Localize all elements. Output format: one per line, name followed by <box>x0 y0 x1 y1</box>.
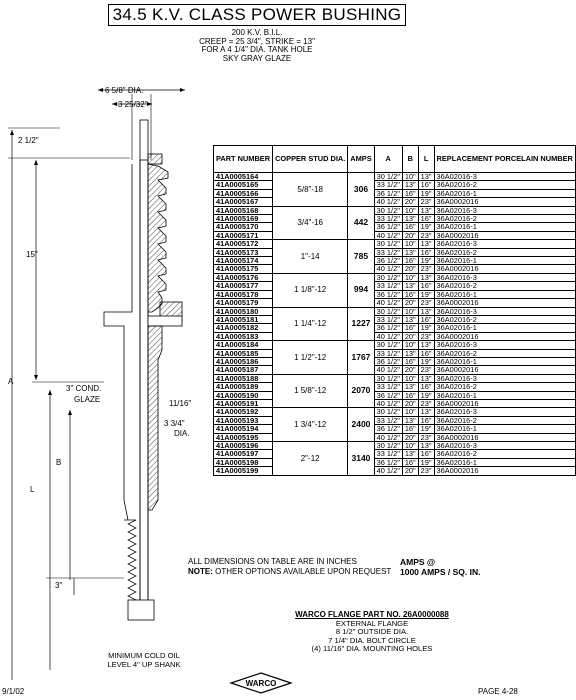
col-part-number: PART NUMBER <box>214 146 273 173</box>
cell-part-number: 41A0005166 <box>214 189 273 197</box>
footer-page: PAGE 4-28 <box>478 687 518 696</box>
cell-a: 36 1/2" <box>374 425 402 433</box>
dim-3-inch: 3" <box>55 581 63 590</box>
cell-part-number: 41A0005172 <box>214 240 273 248</box>
footer-date: 9/1/02 <box>2 687 25 696</box>
cell-a: 30 1/2" <box>374 273 402 281</box>
cell-l: 13" <box>418 173 434 181</box>
cell-a: 40 1/2" <box>374 231 402 239</box>
cell-stud-dia: 1 5/8"-12 <box>273 374 348 408</box>
cell-l: 16" <box>418 282 434 290</box>
cell-b: 10" <box>402 374 418 382</box>
dim-outside-dia: 6 5/8" DIA. <box>105 86 144 95</box>
cell-a: 33 1/2" <box>374 248 402 256</box>
cell-part-number: 41A0005196 <box>214 442 273 450</box>
cell-a: 36 1/2" <box>374 324 402 332</box>
cell-a: 40 1/2" <box>374 332 402 340</box>
cell-replacement: 36A02016-1 <box>434 324 575 332</box>
cell-l: 13" <box>418 442 434 450</box>
cell-a: 36 1/2" <box>374 189 402 197</box>
cell-b: 10" <box>402 240 418 248</box>
cell-part-number: 41A0005199 <box>214 467 273 475</box>
cell-b: 20" <box>402 265 418 273</box>
cell-a: 33 1/2" <box>374 450 402 458</box>
cell-amps: 1227 <box>348 307 374 341</box>
spec-creep: CREEP = 25 3/4", STRIKE = 13" <box>199 36 315 46</box>
cell-part-number: 41A0005178 <box>214 290 273 298</box>
cell-a: 36 1/2" <box>374 357 402 365</box>
col-copper-stud: COPPER STUD DIA. <box>273 146 348 173</box>
table-row <box>214 366 576 374</box>
cell-a: 40 1/2" <box>374 265 402 273</box>
table-row <box>214 383 576 391</box>
cell-part-number: 41A0005177 <box>214 282 273 290</box>
cell-b: 16" <box>402 458 418 466</box>
col-a: A <box>374 146 402 173</box>
cell-l: 16" <box>418 450 434 458</box>
cell-b: 13" <box>402 383 418 391</box>
label-b: B <box>56 458 62 467</box>
cell-a: 33 1/2" <box>374 349 402 357</box>
cell-b: 20" <box>402 399 418 407</box>
cell-b: 20" <box>402 433 418 441</box>
cell-a: 30 1/2" <box>374 341 402 349</box>
page-title: 34.5 K.V. CLASS POWER BUSHING <box>108 4 406 26</box>
cell-l: 23" <box>418 299 434 307</box>
cell-b: 16" <box>402 357 418 365</box>
cell-a: 30 1/2" <box>374 442 402 450</box>
cell-part-number: 41A0005170 <box>214 223 273 231</box>
cell-replacement: 36A0002016 <box>434 231 575 239</box>
col-replacement: REPLACEMENT PORCELAIN NUMBER <box>434 146 575 173</box>
cell-amps: 3140 <box>348 442 374 476</box>
cell-replacement: 36A02016-3 <box>434 173 575 181</box>
cell-b: 16" <box>402 324 418 332</box>
cell-a: 36 1/2" <box>374 290 402 298</box>
cell-stud-dia: 3/4"-16 <box>273 206 348 240</box>
cell-replacement: 36A0002016 <box>434 265 575 273</box>
note-label: NOTE: <box>188 567 213 576</box>
cell-part-number: 41A0005171 <box>214 231 273 239</box>
cell-l: 23" <box>418 433 434 441</box>
cell-part-number: 41A0005188 <box>214 374 273 382</box>
cell-part-number: 41A0005175 <box>214 265 273 273</box>
cell-stud-dia: 5/8"-18 <box>273 173 348 207</box>
cell-replacement: 36A02016-3 <box>434 408 575 416</box>
table-row <box>214 425 576 433</box>
cell-a: 40 1/2" <box>374 433 402 441</box>
cell-a: 30 1/2" <box>374 206 402 214</box>
amps-note <box>400 557 480 577</box>
flange-line: EXTERNAL FLANGE <box>335 618 409 628</box>
cond-glaze-line2: GLAZE <box>74 395 101 404</box>
table-row <box>214 240 576 248</box>
cell-stud-dia: 1"-14 <box>273 240 348 274</box>
cell-a: 33 1/2" <box>374 215 402 223</box>
cell-replacement: 36A02016-2 <box>434 416 575 424</box>
dim-15-inch: 15" <box>26 250 38 259</box>
cell-part-number: 41A0005185 <box>214 349 273 357</box>
cell-part-number: 41A0005173 <box>214 248 273 256</box>
label-l: L <box>30 485 35 494</box>
col-l: L <box>418 146 434 173</box>
cell-part-number: 41A0005184 <box>214 341 273 349</box>
logo-text: WARCO <box>245 679 277 688</box>
cell-a: 36 1/2" <box>374 223 402 231</box>
table-row <box>214 467 576 475</box>
cell-b: 20" <box>402 332 418 340</box>
cell-l: 16" <box>418 248 434 256</box>
cell-l: 16" <box>418 416 434 424</box>
dim-cap-width: 3 25/32" <box>118 100 148 109</box>
cell-b: 10" <box>402 341 418 349</box>
cell-part-number: 41A0005192 <box>214 408 273 416</box>
note-text: OTHER OPTIONS AVAILABLE UPON REQUEST <box>215 567 392 576</box>
cell-b: 10" <box>402 442 418 450</box>
cell-part-number: 41A0005190 <box>214 391 273 399</box>
cell-replacement: 36A02016-1 <box>434 290 575 298</box>
cell-l: 13" <box>418 408 434 416</box>
dim-top-length: 2 1/2" <box>18 136 39 145</box>
cell-part-number: 41A0005165 <box>214 181 273 189</box>
cell-a: 33 1/2" <box>374 383 402 391</box>
cell-replacement: 36A02016-2 <box>434 315 575 323</box>
cell-b: 16" <box>402 189 418 197</box>
cell-a: 40 1/2" <box>374 366 402 374</box>
cell-l: 16" <box>418 315 434 323</box>
cell-amps: 306 <box>348 173 374 207</box>
cell-replacement: 36A0002016 <box>434 399 575 407</box>
cell-l: 13" <box>418 374 434 382</box>
cell-a: 36 1/2" <box>374 458 402 466</box>
cell-replacement: 36A02016-2 <box>434 282 575 290</box>
cell-replacement: 36A02016-2 <box>434 248 575 256</box>
cell-a: 33 1/2" <box>374 181 402 189</box>
flange-line: 7 1/4" DIA. BOLT CIRCLE <box>328 635 416 645</box>
cell-l: 19" <box>418 189 434 197</box>
cell-b: 20" <box>402 366 418 374</box>
spec-glaze: SKY GRAY GLAZE <box>222 53 292 63</box>
cell-part-number: 41A0005187 <box>214 366 273 374</box>
min-oil-note <box>84 652 204 669</box>
cell-part-number: 41A0005191 <box>214 399 273 407</box>
cell-amps: 2070 <box>348 374 374 408</box>
cell-b: 10" <box>402 206 418 214</box>
cell-replacement: 36A0002016 <box>434 332 575 340</box>
cell-replacement: 36A0002016 <box>434 299 575 307</box>
cell-b: 13" <box>402 282 418 290</box>
cell-a: 30 1/2" <box>374 408 402 416</box>
cell-l: 13" <box>418 307 434 315</box>
cell-l: 23" <box>418 366 434 374</box>
cell-l: 23" <box>418 332 434 340</box>
cell-b: 16" <box>402 257 418 265</box>
cell-replacement: 36A02016-1 <box>434 425 575 433</box>
cell-l: 23" <box>418 399 434 407</box>
cell-part-number: 41A0005180 <box>214 307 273 315</box>
cell-stud-dia: 1 1/4"-12 <box>273 307 348 341</box>
cell-l: 23" <box>418 265 434 273</box>
cell-part-number: 41A0005176 <box>214 273 273 281</box>
cell-replacement: 36A02016-2 <box>434 215 575 223</box>
cell-l: 19" <box>418 223 434 231</box>
spec-bil: 200 K.V. B.I.L. <box>231 28 283 37</box>
bushing-drawing <box>0 80 200 680</box>
cell-b: 10" <box>402 273 418 281</box>
cell-replacement: 36A02016-3 <box>434 273 575 281</box>
cell-part-number: 41A0005197 <box>214 450 273 458</box>
cell-replacement: 36A02016-3 <box>434 206 575 214</box>
flange-info <box>262 611 482 654</box>
cell-replacement: 36A02016-2 <box>434 349 575 357</box>
cell-replacement: 36A02016-2 <box>434 181 575 189</box>
cell-b: 13" <box>402 181 418 189</box>
dim-3-3-4-dia: DIA. <box>174 429 190 438</box>
table-row <box>214 324 576 332</box>
cell-part-number: 41A0005189 <box>214 383 273 391</box>
cell-part-number: 41A0005179 <box>214 299 273 307</box>
cell-replacement: 36A02016-1 <box>434 458 575 466</box>
notes-options <box>188 567 391 577</box>
cell-b: 13" <box>402 215 418 223</box>
cell-stud-dia: 1 1/8"-12 <box>273 273 348 307</box>
cell-l: 16" <box>418 349 434 357</box>
amps-rating: 1000 AMPS / SQ. IN. <box>400 567 481 577</box>
cell-l: 19" <box>418 290 434 298</box>
cell-a: 33 1/2" <box>374 315 402 323</box>
spec-block <box>108 29 406 63</box>
dim-hole: 11/16" <box>169 399 192 408</box>
cell-replacement: 36A0002016 <box>434 366 575 374</box>
cell-a: 40 1/2" <box>374 399 402 407</box>
min-oil-line: LEVEL 4" UP SHANK <box>107 659 181 669</box>
cell-part-number: 41A0005169 <box>214 215 273 223</box>
cell-b: 13" <box>402 416 418 424</box>
flange-title: WARCO FLANGE PART NO. 26A0000088 <box>295 610 449 619</box>
spec-tank-hole: FOR A 4 1/4" DIA. TANK HOLE <box>201 45 313 54</box>
cell-a: 33 1/2" <box>374 282 402 290</box>
cell-replacement: 36A02016-1 <box>434 223 575 231</box>
cell-b: 10" <box>402 408 418 416</box>
cell-replacement: 36A0002016 <box>434 198 575 206</box>
cell-a: 30 1/2" <box>374 307 402 315</box>
dim-3-3-4: 3 3/4" <box>164 419 185 428</box>
col-b: B <box>402 146 418 173</box>
cell-replacement: 36A02016-3 <box>434 341 575 349</box>
cell-l: 23" <box>418 198 434 206</box>
cell-l: 16" <box>418 215 434 223</box>
cell-b: 20" <box>402 231 418 239</box>
cell-amps: 442 <box>348 206 374 240</box>
cell-part-number: 41A0005181 <box>214 315 273 323</box>
cell-part-number: 41A0005164 <box>214 173 273 181</box>
cell-replacement: 36A0002016 <box>434 467 575 475</box>
cell-l: 19" <box>418 324 434 332</box>
cell-a: 40 1/2" <box>374 198 402 206</box>
cell-b: 10" <box>402 307 418 315</box>
cell-stud-dia: 1 3/4"-12 <box>273 408 348 442</box>
cell-replacement: 36A02016-3 <box>434 307 575 315</box>
cell-b: 13" <box>402 349 418 357</box>
cell-replacement: 36A02016-3 <box>434 240 575 248</box>
cell-l: 19" <box>418 357 434 365</box>
notes-dimensions: ALL DIMENSIONS ON TABLE ARE IN INCHES <box>188 557 357 566</box>
cell-a: 30 1/2" <box>374 173 402 181</box>
cell-l: 19" <box>418 458 434 466</box>
cell-replacement: 36A02016-1 <box>434 391 575 399</box>
cell-replacement: 36A02016-3 <box>434 442 575 450</box>
cell-stud-dia: 2"-12 <box>273 442 348 476</box>
cell-b: 16" <box>402 290 418 298</box>
cell-l: 16" <box>418 383 434 391</box>
cell-a: 30 1/2" <box>374 374 402 382</box>
cell-part-number: 41A0005195 <box>214 433 273 441</box>
cell-part-number: 41A0005168 <box>214 206 273 214</box>
cell-part-number: 41A0005167 <box>214 198 273 206</box>
cell-l: 13" <box>418 206 434 214</box>
cell-b: 13" <box>402 248 418 256</box>
cell-replacement: 36A0002016 <box>434 433 575 441</box>
cell-a: 36 1/2" <box>374 257 402 265</box>
cell-b: 20" <box>402 198 418 206</box>
cell-amps: 994 <box>348 273 374 307</box>
cell-amps: 2400 <box>348 408 374 442</box>
cell-b: 20" <box>402 467 418 475</box>
table-header-row <box>214 146 576 173</box>
cell-replacement: 36A02016-1 <box>434 357 575 365</box>
cell-a: 33 1/2" <box>374 416 402 424</box>
table-row <box>214 282 576 290</box>
flange-line: (4) 11/16" DIA. MOUNTING HOLES <box>311 644 433 654</box>
cell-replacement: 36A02016-2 <box>434 383 575 391</box>
cell-part-number: 41A0005183 <box>214 332 273 340</box>
cell-a: 30 1/2" <box>374 240 402 248</box>
cell-part-number: 41A0005193 <box>214 416 273 424</box>
cell-b: 16" <box>402 223 418 231</box>
label-a: A <box>8 377 14 386</box>
cell-replacement: 36A02016-2 <box>434 450 575 458</box>
col-amps: AMPS <box>348 146 374 173</box>
cell-replacement: 36A02016-1 <box>434 257 575 265</box>
cell-b: 16" <box>402 391 418 399</box>
cell-part-number: 41A0005182 <box>214 324 273 332</box>
warco-logo <box>229 672 293 694</box>
cell-l: 19" <box>418 425 434 433</box>
cell-b: 13" <box>402 315 418 323</box>
cell-l: 13" <box>418 273 434 281</box>
cell-stud-dia: 1 1/2"-12 <box>273 341 348 375</box>
cond-glaze-line1: 3" COND. <box>66 384 102 393</box>
cell-l: 23" <box>418 231 434 239</box>
cell-l: 16" <box>418 181 434 189</box>
table-row <box>214 299 576 307</box>
cell-b: 13" <box>402 450 418 458</box>
cell-b: 10" <box>402 173 418 181</box>
amps-at: AMPS @ <box>400 557 436 567</box>
min-oil-line: MINIMUM COLD OIL <box>108 651 180 660</box>
cell-part-number: 41A0005198 <box>214 458 273 466</box>
cell-a: 36 1/2" <box>374 391 402 399</box>
cell-l: 13" <box>418 341 434 349</box>
cell-b: 20" <box>402 299 418 307</box>
parts-table <box>213 145 576 476</box>
table-row <box>214 198 576 206</box>
table-row <box>214 341 576 349</box>
cell-b: 16" <box>402 425 418 433</box>
cell-part-number: 41A0005186 <box>214 357 273 365</box>
cell-l: 23" <box>418 467 434 475</box>
cell-replacement: 36A02016-3 <box>434 374 575 382</box>
cell-part-number: 41A0005174 <box>214 257 273 265</box>
flange-line: 8 1/2" OUTSIDE DIA. <box>335 627 409 637</box>
cell-a: 40 1/2" <box>374 467 402 475</box>
cell-part-number: 41A0005194 <box>214 425 273 433</box>
cell-a: 40 1/2" <box>374 299 402 307</box>
notes <box>188 557 391 577</box>
cell-l: 13" <box>418 240 434 248</box>
cell-replacement: 36A02016-1 <box>434 189 575 197</box>
cell-amps: 1767 <box>348 341 374 375</box>
cell-l: 19" <box>418 391 434 399</box>
cell-l: 19" <box>418 257 434 265</box>
cell-amps: 785 <box>348 240 374 274</box>
